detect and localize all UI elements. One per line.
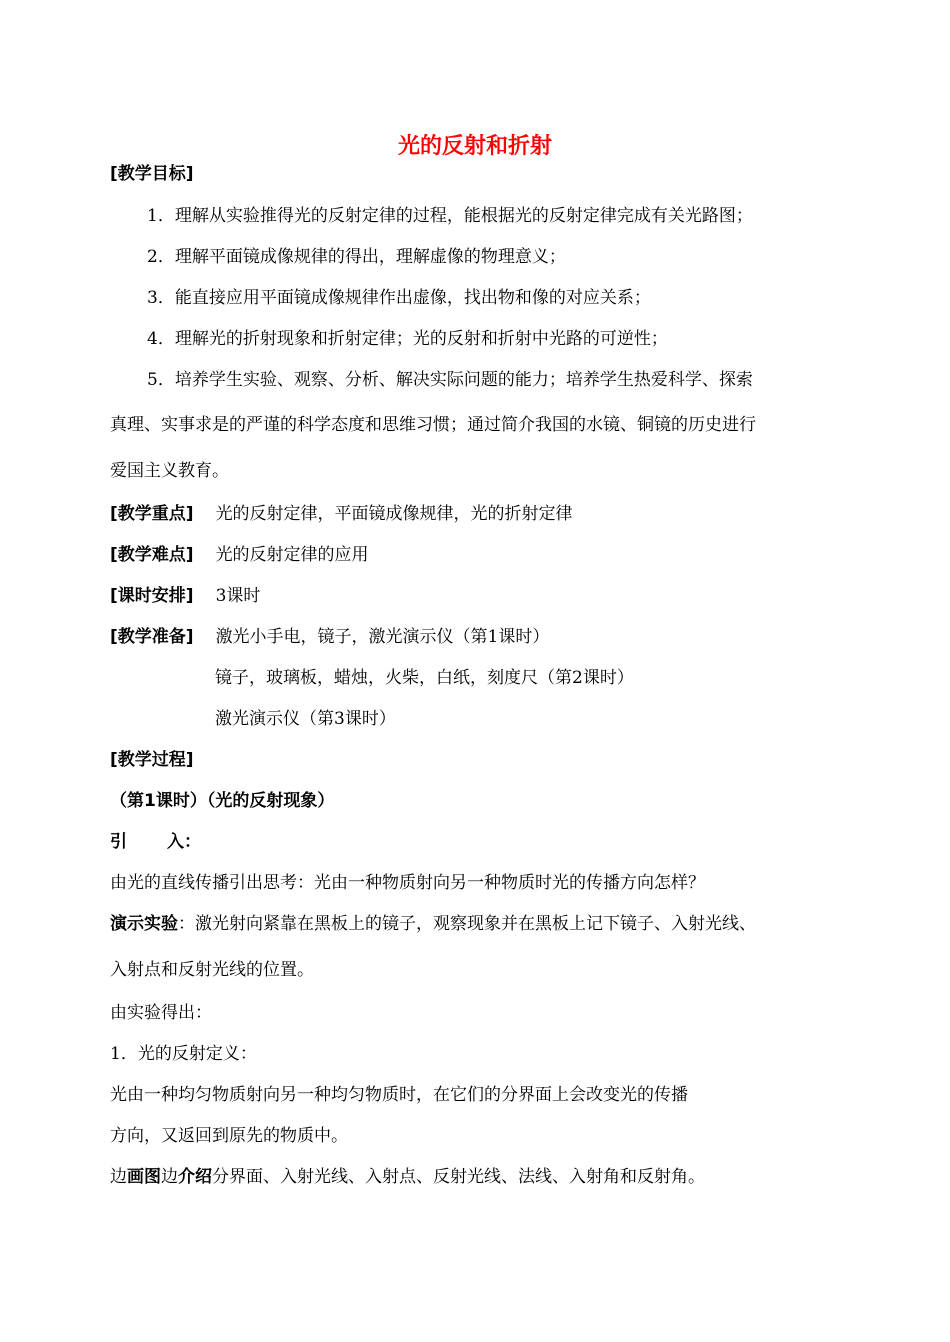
key-points-bracket-close: ]	[185, 504, 194, 524]
conclusion-text: 由实验得出：	[110, 1003, 212, 1023]
key-points-label: 教学重点	[117, 504, 186, 524]
difficulties-label: 教学难点	[117, 545, 186, 565]
process-heading: [教学过程]	[110, 750, 194, 770]
difficulties-text: 光的反射定律的应用	[215, 545, 369, 565]
demo-text: ：激光射向紧靠在黑板上的镜子，观察现象并在黑板上记下镜子、入射光线、	[178, 914, 756, 934]
preparation-line-2: 镜子，玻璃板，蜡烛，火柴，白纸，刻度尺（第2课时）	[215, 668, 634, 688]
key-points-row	[110, 503, 573, 525]
preparation-bracket-close: ]	[185, 627, 194, 647]
preparation-label: 教学准备	[117, 627, 186, 647]
schedule-bracket-open: [	[110, 586, 118, 606]
demo-row	[110, 913, 756, 935]
intro-heading	[110, 831, 201, 853]
draw-bold-2: 介绍	[178, 1167, 212, 1187]
draw-bold-1: 画图	[127, 1167, 161, 1187]
objective-item-5-cont-2: 爱国主义教育。	[110, 461, 229, 481]
lesson-1-heading: （第1课时）（光的反射现象）	[110, 791, 335, 811]
objective-item-5: 5．培养学生实验、观察、分析、解决实际问题的能力；培养学生热爱科学、探索	[147, 370, 753, 390]
intro-text: 由光的直线传播引出思考：光由一种物质射向另一种物质时光的传播方向怎样？	[110, 873, 705, 893]
preparation-bracket-open: [	[110, 627, 118, 647]
schedule-bracket-close: ]	[185, 586, 194, 606]
demo-text-cont: 入射点和反射光线的位置。	[110, 960, 314, 980]
difficulties-bracket-open: [	[110, 545, 118, 565]
objective-item-2: 2．理解平面镜成像规律的得出，理解虚像的物理意义；	[147, 247, 566, 267]
objective-item-5-cont-1: 真理、实事求是的严谨的科学态度和思维习惯；通过简介我国的水镜、铜镜的历史进行	[110, 415, 756, 435]
schedule-row	[110, 585, 260, 607]
objective-item-1: 1．理解从实验推得光的反射定律的过程，能根据光的反射定律完成有关光路图；	[147, 206, 753, 226]
intro-heading-part-1: 引	[110, 832, 127, 852]
draw-intro-row	[110, 1166, 705, 1188]
definition-text-2: 方向，又返回到原先的物质中。	[110, 1126, 348, 1146]
draw-prefix: 边	[110, 1167, 127, 1187]
difficulties-bracket-close: ]	[185, 545, 194, 565]
document-title: 光的反射和折射	[397, 134, 552, 159]
objective-item-3: 3．能直接应用平面镜成像规律作出虚像，找出物和像的对应关系；	[147, 288, 651, 308]
definition-text-1: 光由一种均匀物质射向另一种均匀物质时，在它们的分界面上会改变光的传播	[110, 1085, 688, 1105]
intro-heading-part-2: 入：	[167, 832, 201, 852]
preparation-line-3: 激光演示仪（第3课时）	[215, 709, 396, 729]
draw-rest: 分界面、入射光线、入射点、反射光线、法线、入射角和反射角。	[212, 1167, 705, 1187]
objectives-heading: [教学目标]	[110, 164, 194, 184]
definition-heading: 1．光的反射定义：	[110, 1044, 257, 1064]
draw-mid: 边	[161, 1167, 178, 1187]
preparation-line-1: 激光小手电，镜子，激光演示仪（第1课时）	[215, 627, 550, 647]
key-points-bracket-open: [	[110, 504, 118, 524]
schedule-text: 3课时	[215, 586, 261, 606]
demo-label: 演示实验	[110, 914, 178, 934]
objective-item-4: 4．理解光的折射现象和折射定律；光的反射和折射中光路的可逆性；	[147, 329, 668, 349]
key-points-text: 光的反射定律，平面镜成像规律，光的折射定律	[215, 504, 573, 524]
schedule-label: 课时安排	[117, 586, 186, 606]
preparation-row	[110, 626, 549, 648]
difficulties-row	[110, 544, 369, 566]
